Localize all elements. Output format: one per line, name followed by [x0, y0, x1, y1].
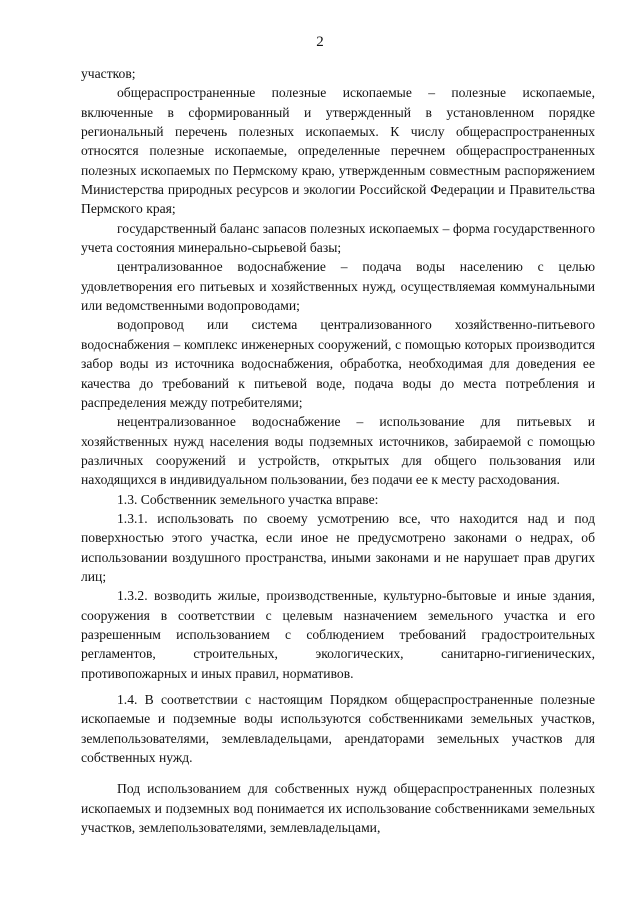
paragraph-section-1-3: 1.3. Собственник земельного участка вправе: [117, 491, 379, 507]
page-number: 2 [316, 34, 324, 50]
paragraph-section-1-3-1: 1.3.1. использовать по своему усмотрению все, что находится над и под поверхностью этого участка, если иное не предусмотрено законами о недрах, об использовании воздушного пространства, иными законами и не нарушает прав других лиц; [81, 510, 595, 584]
paragraph-definition-common-minerals: общераспространенные полезные ископаемые – полезные ископаемые, включенные в сформированный и утвержденный в установленном порядке региональный перечень полезных ископаемых. К числу общераспространенных относятся полезные ископаемые, определенные перечнем общераспространенных полезных ископаемых по Пермскому краю, утвержденным совместным распоряжением Министерства природных ресурсов и экологии Российской Федерации и Правительства Пермского края; [81, 85, 595, 217]
paragraph-section-1-3-2: 1.3.2. возводить жилые, производственные, культурно-бытовые и иные здания, сооружения в соответствии с целевым назначением земельного участка и его разрешенным использованием с соблюдением требований градостроительных регламентов, строительных, экологических, санитарно-гигиенических, противопожарных и иных правил, нормативов. [81, 588, 595, 681]
paragraph-definition-water-pipeline: водопровод или система централизованного хозяйственно-питьевого водоснабжения – комплекс инженерных сооружений, с помощью которых производится забор воды из источника водоснабжения, обработка, необходимая для доведения ее качества до требований к питьевой воде, подача воды до места потребления и распределения между потребителями; [81, 317, 595, 410]
paragraph-definition-centralized-water-supply: централизованное водоснабжение – подача воды населению с целью удовлетворения его питьевых и хозяйственных нужд, осуществляемая коммунальными или ведомственными водопроводами; [81, 259, 595, 314]
paragraph-definition-state-balance: государственный баланс запасов полезных ископаемых – форма государственного учета состояния минерально-сырьевой базы; [81, 220, 595, 256]
paragraph-section-1-4: 1.4. В соответствии с настоящим Порядком общераспространенные полезные ископаемые и подземные воды используются собственниками земельных участков, землепользователями, землевладельцами, арендаторами земельных участков для собственных нужд. [81, 692, 595, 766]
paragraph-continuation: участков; [81, 66, 136, 81]
document-body [81, 64, 595, 837]
paragraph-own-needs-definition: Под использованием для собственных нужд общераспространенных полезных ископаемых и подземных вод понимается их использование собственниками земельных участков, землепользователями, землевладельцами, [81, 781, 595, 836]
paragraph-definition-decentralized-water-supply: нецентрализованное водоснабжение – использование для питьевых и хозяйственных нужд населения воды подземных источников, забираемой с помощью различных сооружений и устройств, открытых для общего пользования или находящихся в индивидуальном пользовании, без подачи ее к месту расходования. [81, 414, 595, 488]
